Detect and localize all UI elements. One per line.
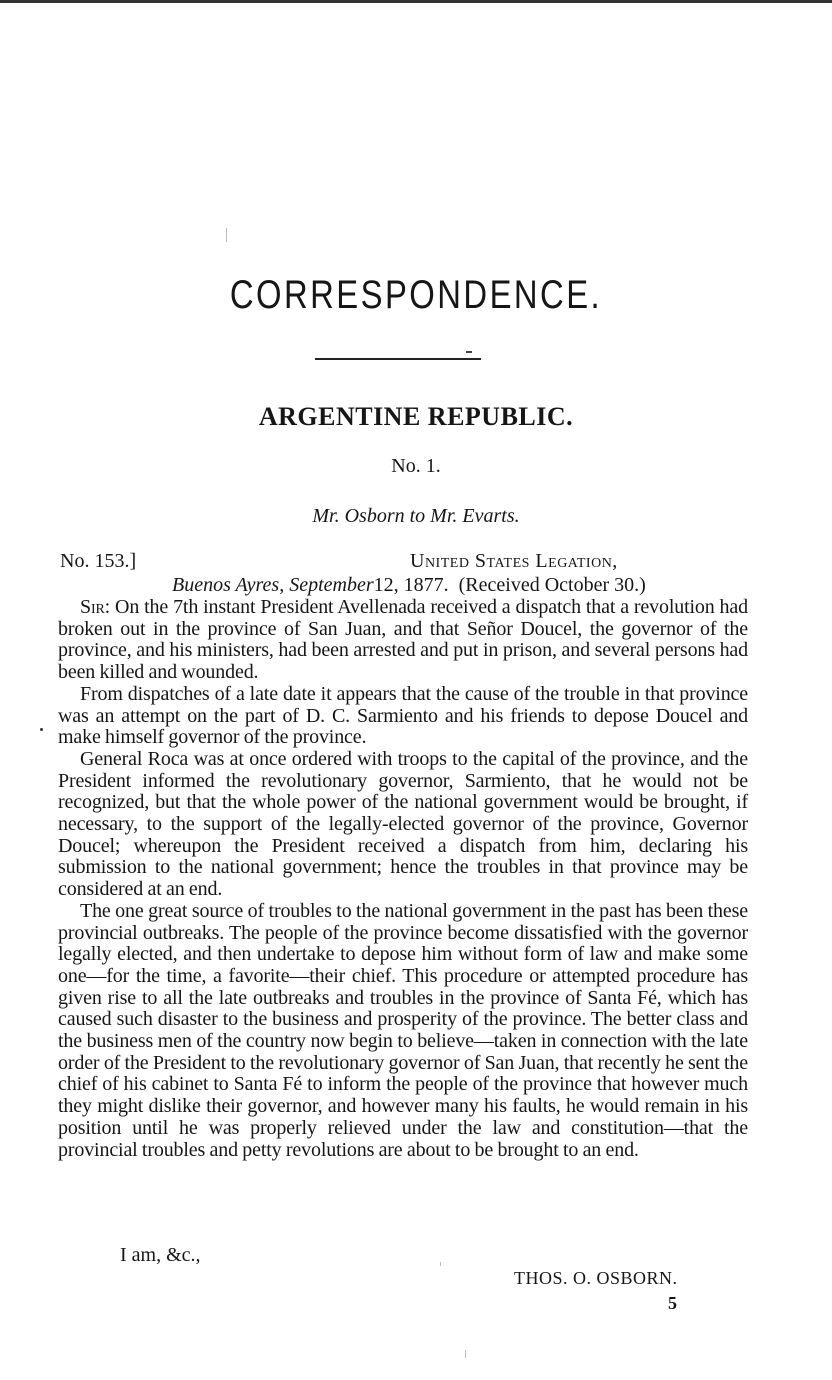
dateline-place: Buenos Ayres, bbox=[172, 574, 285, 596]
page-top-edge bbox=[0, 0, 832, 3]
stray-mark bbox=[465, 1350, 466, 1358]
dateline-date: 12, 1877. bbox=[373, 574, 449, 596]
dateline-month: September bbox=[289, 574, 374, 596]
letter-paragraph: General Roca was at once ordered with troops to the capital of the province, and the President informed the revolutionary governor, Sarmiento, that he would not be recognized, but that the whole power of the national government would be brought, if necessary, to the support of the legally-elected governor of the province, Governor Doucel; whereupon the President received a dispatch from him, declaring his submission to the national government; hence the troubles in that province may be considered at an end. bbox=[58, 747, 748, 901]
letter-paragraph: From dispatches of a late date it appears that the cause of the trouble in that province was an attempt on the part of D. C. Sarmiento and his friends to depose Doucel and make himself governor of the province. bbox=[58, 682, 748, 749]
received-date: (Received October 30.) bbox=[458, 574, 646, 596]
dispatch-number: No. 153.] bbox=[60, 550, 137, 572]
closing: I am, &c., bbox=[120, 1244, 201, 1266]
legation-header: United States Legation, bbox=[410, 550, 618, 572]
section-title: CORRESPONDENCE. bbox=[229, 273, 603, 317]
paragraph-text: On the 7th instant President Avellenada received a dispatch that a revolution had broken out in the province of San Juan, and that Señor Doucel, the governor of the province, and his ministers, had been arrested and put in prison, and several persons had been killed and wounded. bbox=[58, 596, 748, 684]
title-divider-mark bbox=[466, 351, 472, 353]
title-divider bbox=[315, 358, 481, 360]
letter-body bbox=[58, 597, 748, 1161]
margin-mark bbox=[40, 728, 43, 731]
letter-paragraph bbox=[58, 597, 748, 684]
document-number: No. 1. bbox=[391, 455, 441, 477]
correspondents-heading: Mr. Osborn to Mr. Evarts. bbox=[312, 505, 520, 527]
signature: THOS. O. OSBORN. bbox=[514, 1268, 678, 1288]
dateline bbox=[172, 572, 646, 598]
stray-mark bbox=[440, 1262, 441, 1266]
country-heading: ARGENTINE REPUBLIC. bbox=[258, 402, 574, 431]
stray-mark bbox=[226, 228, 227, 242]
letter-paragraph: The one great source of troubles to the national government in the past has been these provincial outbreaks. The people of the province become dissatisfied with the governor legally elected, and then undertake to depose him without form of law and make some one—for the time, a favorite—their chief. This procedure or attempted procedure has given rise to all the late outbreaks and troubles in the province of Santa Fé, which has caused such disaster to the business and prosperity of the province. The better class and the business men of the country now begin to believe—taken in connection with the late order of the President to the revolutionary governor of San Juan, that recently he sent the chief of his cabinet to Santa Fé to inform the people of the province that however much they might dislike their governor, and however many his faults, he would remain in his position until he was properly relieved under the law and constitution—that the provincial troubles and petty revolutions are about to be brought to an end. bbox=[58, 899, 748, 1161]
salutation: Sir: bbox=[80, 596, 111, 618]
page-number: 5 bbox=[668, 1293, 677, 1313]
